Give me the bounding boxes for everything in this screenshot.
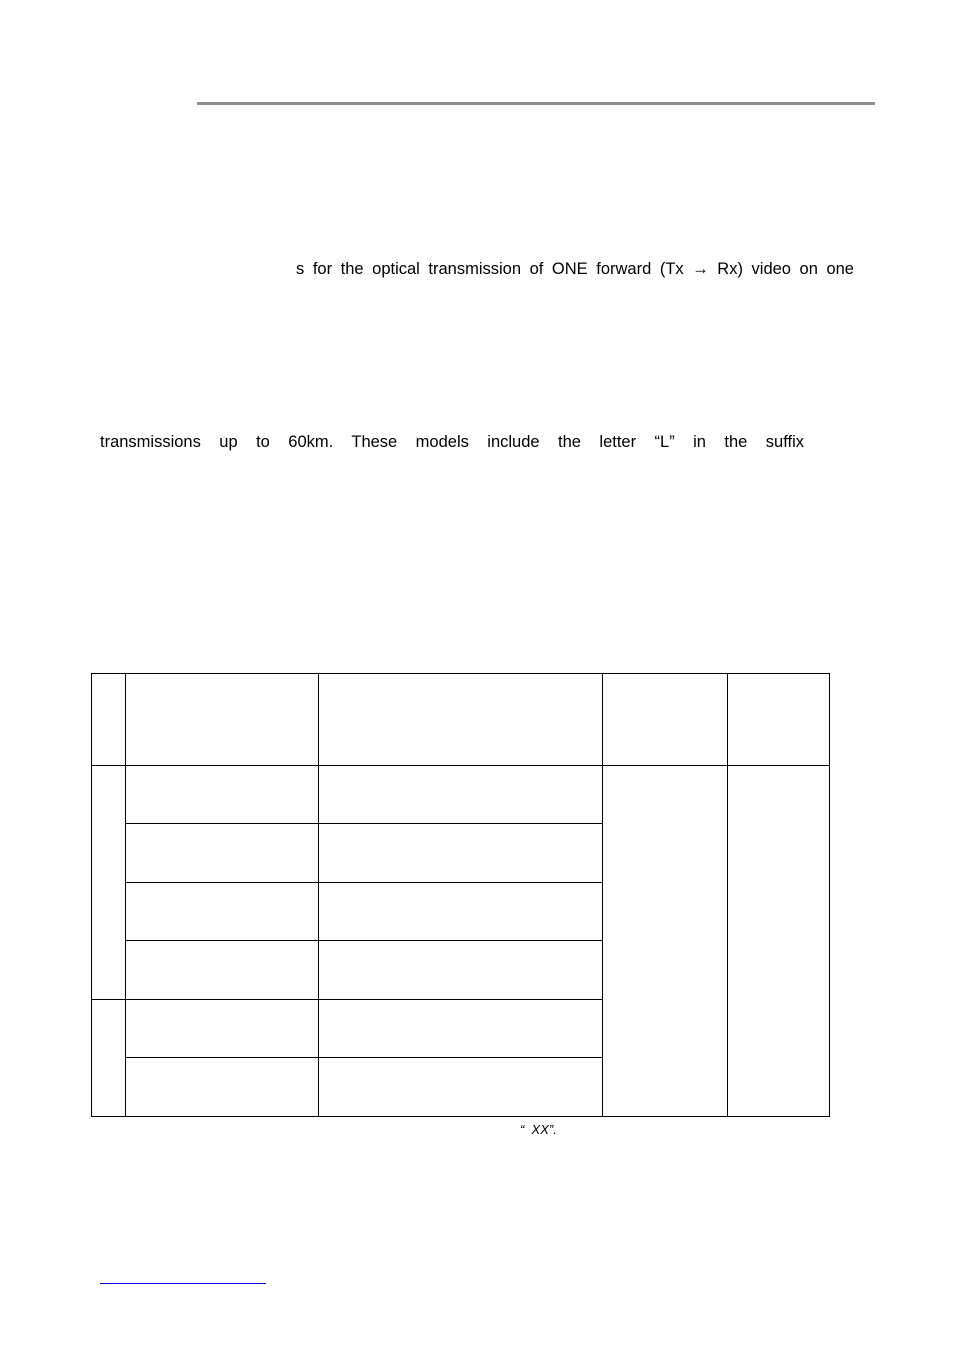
body-text-line-1: s for the optical transmission of ONE forward (Tx → Rx) video on one [296, 260, 854, 278]
table-divider [602, 674, 603, 1116]
table-divider [125, 882, 602, 883]
table-divider [125, 1057, 602, 1058]
table-divider [125, 940, 602, 941]
footer-link[interactable] [100, 1283, 266, 1284]
model-table [91, 673, 830, 1117]
table-divider [318, 674, 319, 1116]
header-rule [197, 102, 875, 105]
body-text-line-2: transmissions up to 60km. These models include the letter “L” in the suffix [100, 433, 804, 451]
table-note: “ XX”. [520, 1122, 557, 1137]
table-divider [92, 999, 602, 1000]
table-divider [125, 674, 126, 1116]
table-divider [92, 765, 829, 766]
table-divider [727, 674, 728, 1116]
table-divider [125, 823, 602, 824]
